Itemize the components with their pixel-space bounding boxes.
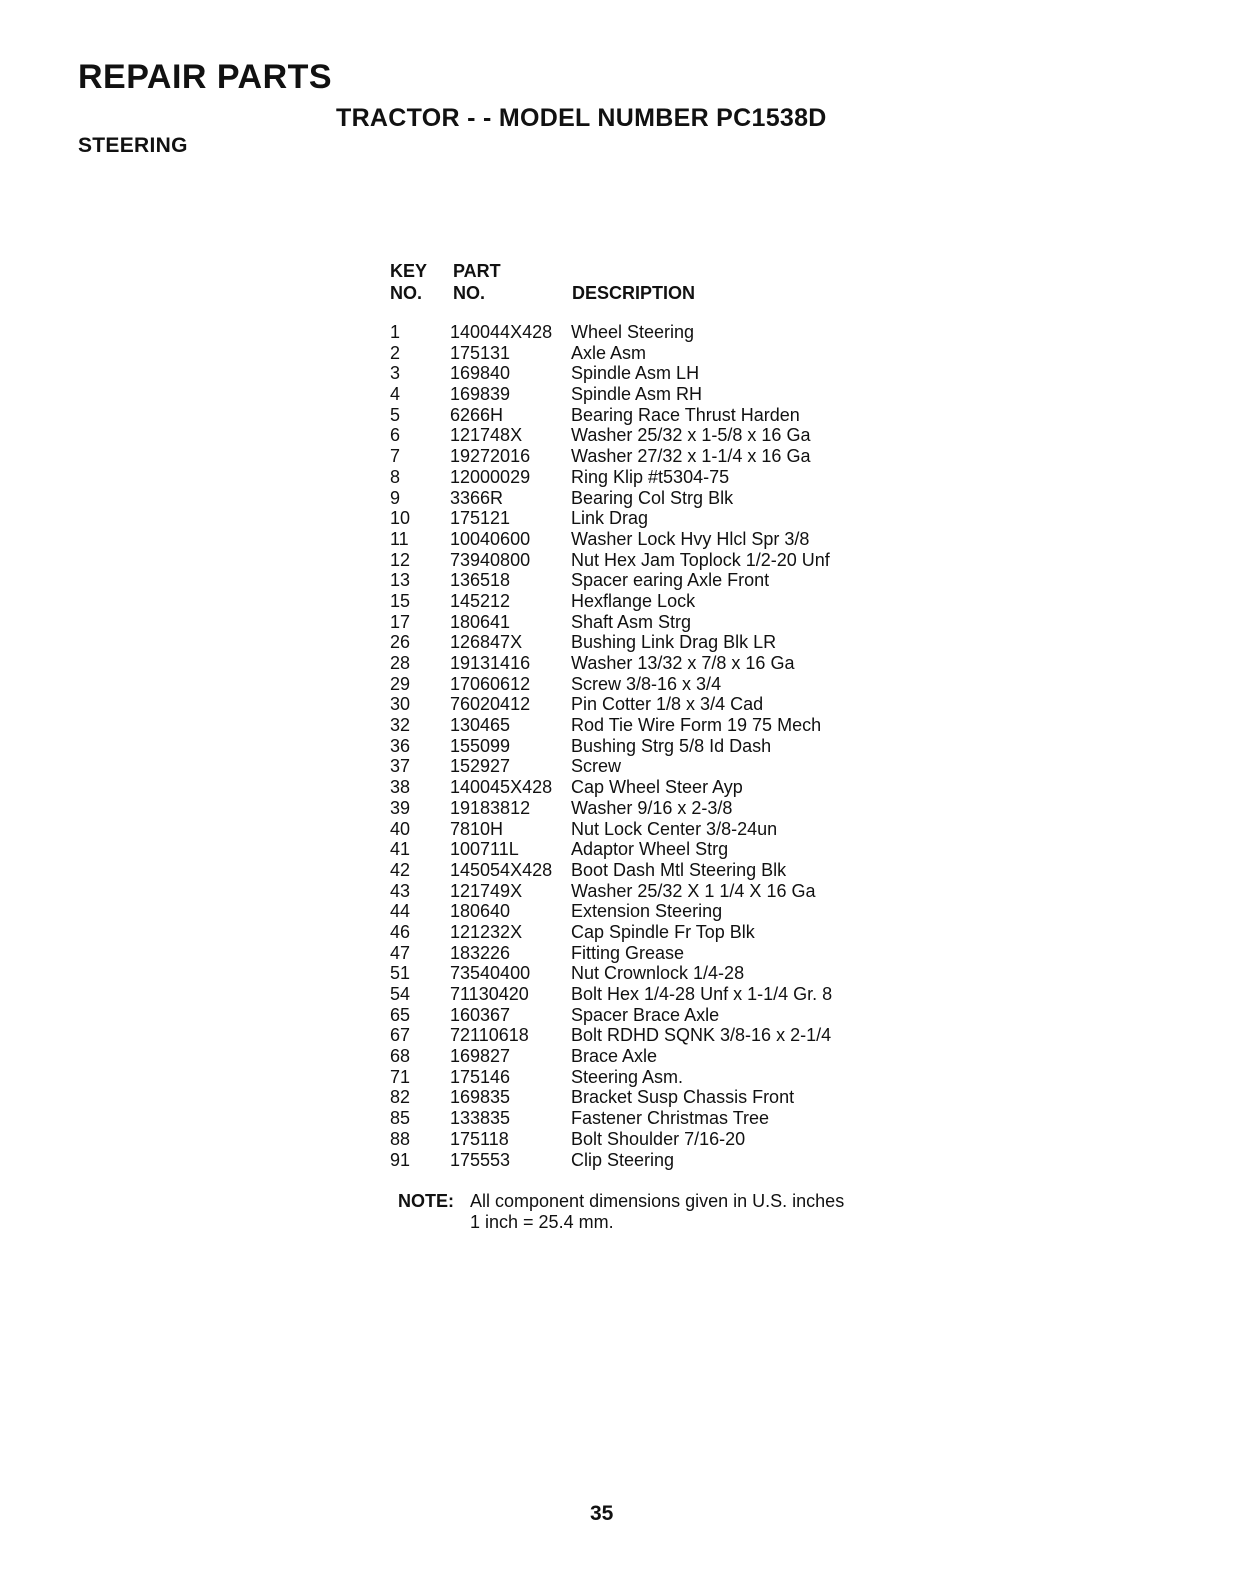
part-header-bottom: NO. bbox=[453, 283, 486, 303]
part-number-cell: 19131416 bbox=[450, 653, 531, 673]
table-row bbox=[390, 984, 910, 1005]
part-number-cell: 169839 bbox=[450, 384, 511, 405]
part-header-top: PART bbox=[453, 261, 501, 281]
part-number-cell: 72110618 bbox=[450, 1025, 529, 1046]
part-number-cell: 126847X bbox=[450, 632, 523, 653]
key-header-top: KEY bbox=[390, 261, 428, 281]
part-number-cell: 121748X bbox=[450, 425, 523, 446]
table-row bbox=[390, 612, 910, 633]
description-cell: Cap Wheel Steer Ayp bbox=[571, 777, 743, 798]
part-number-cell: 169827 bbox=[450, 1046, 511, 1067]
description-cell: Spacer earing Axle Front bbox=[571, 570, 770, 591]
part-number-cell: 6266H bbox=[450, 404, 504, 425]
key-cell: 71 bbox=[390, 1066, 411, 1087]
table-row bbox=[390, 922, 910, 943]
key-cell: 38 bbox=[390, 777, 411, 798]
part-number-cell: 76020412 bbox=[450, 694, 531, 715]
part-number-cell: 130465 bbox=[450, 715, 511, 736]
description-cell: Spindle Asm LH bbox=[571, 363, 700, 384]
description-cell: Washer 9/16 x 2-3/8 bbox=[571, 797, 733, 818]
table-row bbox=[390, 343, 910, 364]
table-row bbox=[390, 632, 910, 653]
description-cell: Spacer Brace Axle bbox=[571, 1004, 720, 1025]
key-cell: 8 bbox=[390, 466, 401, 487]
part-number-cell: 155099 bbox=[450, 735, 511, 756]
key-cell: 43 bbox=[390, 880, 411, 901]
table-row bbox=[390, 715, 910, 736]
key-cell: 37 bbox=[390, 756, 411, 777]
key-cell: 91 bbox=[390, 1149, 411, 1170]
key-cell: 12 bbox=[390, 549, 411, 570]
part-number-cell: 180640 bbox=[450, 901, 511, 922]
description-cell: Nut Hex Jam Toplock 1/2-20 Unf bbox=[571, 549, 830, 570]
page-number: 35 bbox=[590, 1502, 614, 1525]
part-number-cell: 169840 bbox=[450, 363, 511, 384]
table-row bbox=[390, 1087, 910, 1108]
table-row bbox=[390, 860, 910, 881]
table-row bbox=[390, 529, 910, 550]
description-cell: Screw 3/8-16 x 3/4 bbox=[571, 673, 722, 694]
key-cell: 13 bbox=[390, 570, 411, 591]
description-cell: Link Drag bbox=[571, 508, 649, 529]
description-cell: Bolt RDHD SQNK 3/8-16 x 2-1/4 bbox=[571, 1025, 832, 1046]
note-label: NOTE: bbox=[398, 1191, 454, 1211]
part-number-cell: 140045X428 bbox=[450, 777, 553, 798]
description-cell: Bushing Strg 5/8 Id Dash bbox=[571, 735, 772, 756]
part-number-cell: 17060612 bbox=[450, 673, 531, 694]
part-number-cell: 145054X428 bbox=[450, 859, 553, 880]
description-cell: Rod Tie Wire Form 19 75 Mech bbox=[571, 715, 822, 736]
table-row bbox=[390, 798, 910, 819]
description-cell: Nut Crownlock 1/4-28 bbox=[571, 963, 745, 984]
table-row bbox=[390, 901, 910, 922]
key-cell: 68 bbox=[390, 1046, 411, 1067]
part-number-cell: 121232X bbox=[450, 921, 523, 942]
key-cell: 1 bbox=[390, 322, 401, 342]
key-cell: 44 bbox=[390, 901, 411, 922]
key-cell: 67 bbox=[390, 1025, 411, 1046]
part-number-cell: 175131 bbox=[450, 342, 511, 363]
description-cell: Cap Spindle Fr Top Blk bbox=[571, 921, 755, 942]
description-cell: Extension Steering bbox=[571, 901, 723, 922]
table-row bbox=[390, 1005, 910, 1026]
part-number-cell: 71130420 bbox=[450, 984, 529, 1004]
key-header-bottom: NO. bbox=[390, 283, 423, 303]
note-line-2: 1 inch = 25.4 mm. bbox=[470, 1212, 614, 1232]
description-cell: Bushing Link Drag Blk LR bbox=[571, 632, 777, 653]
table-row bbox=[390, 819, 910, 840]
table-row bbox=[390, 1150, 910, 1171]
part-number-cell: 152927 bbox=[450, 756, 511, 777]
key-cell: 54 bbox=[390, 984, 411, 1004]
description-cell: Boot Dash Mtl Steering Blk bbox=[571, 859, 787, 880]
table-row bbox=[390, 363, 910, 384]
table-row bbox=[390, 756, 910, 777]
key-cell: 17 bbox=[390, 611, 411, 632]
table-row bbox=[390, 446, 910, 467]
part-number-cell: 10040600 bbox=[450, 528, 531, 549]
section-heading: STEERING bbox=[78, 134, 188, 157]
table-row bbox=[390, 839, 910, 860]
description-cell: Clip Steering bbox=[571, 1149, 675, 1170]
part-number-cell: 12000029 bbox=[450, 466, 531, 487]
key-cell: 85 bbox=[390, 1108, 411, 1129]
key-cell: 3 bbox=[390, 363, 401, 384]
part-number-cell: 136518 bbox=[450, 570, 511, 591]
part-number-cell: 183226 bbox=[450, 942, 511, 963]
key-cell: 88 bbox=[390, 1128, 411, 1149]
key-cell: 10 bbox=[390, 508, 411, 529]
part-number-cell: 180641 bbox=[450, 611, 511, 632]
description-cell: Fitting Grease bbox=[571, 942, 685, 963]
description-cell: Fastener Christmas Tree bbox=[571, 1108, 770, 1129]
part-number-cell: 175146 bbox=[450, 1066, 511, 1087]
note-line-1: All component dimensions given in U.S. inches bbox=[470, 1191, 845, 1211]
description-cell: Bearing Race Thrust Harden bbox=[571, 404, 800, 425]
part-number-cell: 175121 bbox=[450, 508, 511, 529]
key-cell: 39 bbox=[390, 797, 411, 818]
key-no-header bbox=[390, 260, 427, 304]
part-number-cell: 121749X bbox=[450, 880, 523, 901]
key-cell: 4 bbox=[390, 384, 401, 405]
description-cell: Screw bbox=[571, 756, 622, 777]
table-row bbox=[390, 1025, 910, 1046]
part-number-cell: 73940800 bbox=[450, 549, 531, 570]
table-row bbox=[390, 591, 910, 612]
table-row bbox=[390, 384, 910, 405]
key-cell: 7 bbox=[390, 446, 401, 467]
key-cell: 65 bbox=[390, 1004, 411, 1025]
description-cell: Washer Lock Hvy Hlcl Spr 3/8 bbox=[571, 528, 810, 549]
description-cell: Bracket Susp Chassis Front bbox=[571, 1087, 795, 1108]
table-row bbox=[390, 694, 910, 715]
table-row bbox=[390, 1067, 910, 1088]
key-cell: 11 bbox=[390, 528, 409, 549]
key-cell: 30 bbox=[390, 694, 411, 715]
description-cell: Washer 25/32 X 1 1/4 X 16 Ga bbox=[571, 880, 816, 901]
part-number-cell: 160367 bbox=[450, 1004, 511, 1025]
part-number-cell: 133835 bbox=[450, 1108, 511, 1129]
page-title: REPAIR PARTS bbox=[78, 58, 333, 96]
description-cell: Wheel Steering bbox=[571, 322, 695, 342]
table-row bbox=[390, 943, 910, 964]
key-cell: 41 bbox=[390, 839, 411, 860]
key-cell: 28 bbox=[390, 653, 411, 673]
description-cell: Pin Cotter 1/8 x 3/4 Cad bbox=[571, 694, 764, 715]
model-subtitle: TRACTOR - - MODEL NUMBER PC1538D bbox=[336, 104, 827, 132]
part-no-header bbox=[453, 260, 501, 304]
part-number-cell: 169835 bbox=[450, 1087, 511, 1108]
description-cell: Bolt Hex 1/4-28 Unf x 1-1/4 Gr. 8 bbox=[571, 984, 833, 1004]
table-row bbox=[390, 777, 910, 798]
table-row bbox=[390, 550, 910, 571]
part-number-cell: 19272016 bbox=[450, 446, 531, 467]
description-cell: Axle Asm bbox=[571, 342, 647, 363]
description-cell: Bolt Shoulder 7/16-20 bbox=[571, 1128, 746, 1149]
parts-list bbox=[390, 322, 910, 1170]
key-cell: 6 bbox=[390, 425, 401, 446]
key-cell: 32 bbox=[390, 715, 411, 736]
part-number-cell: 73540400 bbox=[450, 963, 531, 984]
description-cell: Spindle Asm RH bbox=[571, 384, 703, 405]
key-cell: 29 bbox=[390, 673, 411, 694]
part-number-cell: 140044X428 bbox=[450, 322, 553, 342]
table-row bbox=[390, 1129, 910, 1150]
part-number-cell: 7810H bbox=[450, 818, 504, 839]
key-cell: 5 bbox=[390, 404, 401, 425]
description-cell: Brace Axle bbox=[571, 1046, 658, 1067]
key-cell: 26 bbox=[390, 632, 411, 653]
key-cell: 15 bbox=[390, 590, 411, 611]
table-row bbox=[390, 1046, 910, 1067]
table-row bbox=[390, 1108, 910, 1129]
table-row bbox=[390, 736, 910, 757]
key-cell: 47 bbox=[390, 942, 411, 963]
part-number-cell: 175118 bbox=[450, 1128, 509, 1149]
key-cell: 2 bbox=[390, 342, 401, 363]
table-row bbox=[390, 425, 910, 446]
part-number-cell: 100711L bbox=[450, 839, 519, 860]
key-cell: 40 bbox=[390, 818, 411, 839]
description-cell: Adaptor Wheel Strg bbox=[571, 839, 729, 860]
table-row bbox=[390, 508, 910, 529]
key-cell: 51 bbox=[390, 963, 411, 984]
description-cell: Ring Klip #t5304-75 bbox=[571, 466, 730, 487]
key-cell: 36 bbox=[390, 735, 411, 756]
table-row bbox=[390, 674, 910, 695]
table-row bbox=[390, 322, 910, 343]
table-row bbox=[390, 570, 910, 591]
description-cell: Hexflange Lock bbox=[571, 590, 696, 611]
description-cell: Nut Lock Center 3/8-24un bbox=[571, 818, 778, 839]
description-header: DESCRIPTION bbox=[572, 283, 696, 303]
key-cell: 46 bbox=[390, 921, 411, 942]
description-cell: Bearing Col Strg Blk bbox=[571, 487, 734, 508]
table-row bbox=[390, 405, 910, 426]
description-cell: Washer 25/32 x 1-5/8 x 16 Ga bbox=[571, 425, 811, 446]
table-row bbox=[390, 963, 910, 984]
part-number-cell: 145212 bbox=[450, 590, 511, 611]
part-number-cell: 175553 bbox=[450, 1149, 511, 1170]
table-row bbox=[390, 653, 910, 674]
table-row bbox=[390, 467, 910, 488]
description-cell: Shaft Asm Strg bbox=[571, 611, 692, 632]
table-row bbox=[390, 881, 910, 902]
key-cell: 42 bbox=[390, 859, 411, 880]
part-number-cell: 19183812 bbox=[450, 797, 531, 818]
part-number-cell: 3366R bbox=[450, 487, 504, 508]
note-block bbox=[398, 1191, 844, 1233]
description-cell: Washer 27/32 x 1-1/4 x 16 Ga bbox=[571, 446, 811, 467]
description-cell: Washer 13/32 x 7/8 x 16 Ga bbox=[571, 653, 795, 673]
description-cell: Steering Asm. bbox=[571, 1066, 684, 1087]
key-cell: 82 bbox=[390, 1087, 411, 1108]
key-cell: 9 bbox=[390, 487, 401, 508]
table-row bbox=[390, 488, 910, 509]
